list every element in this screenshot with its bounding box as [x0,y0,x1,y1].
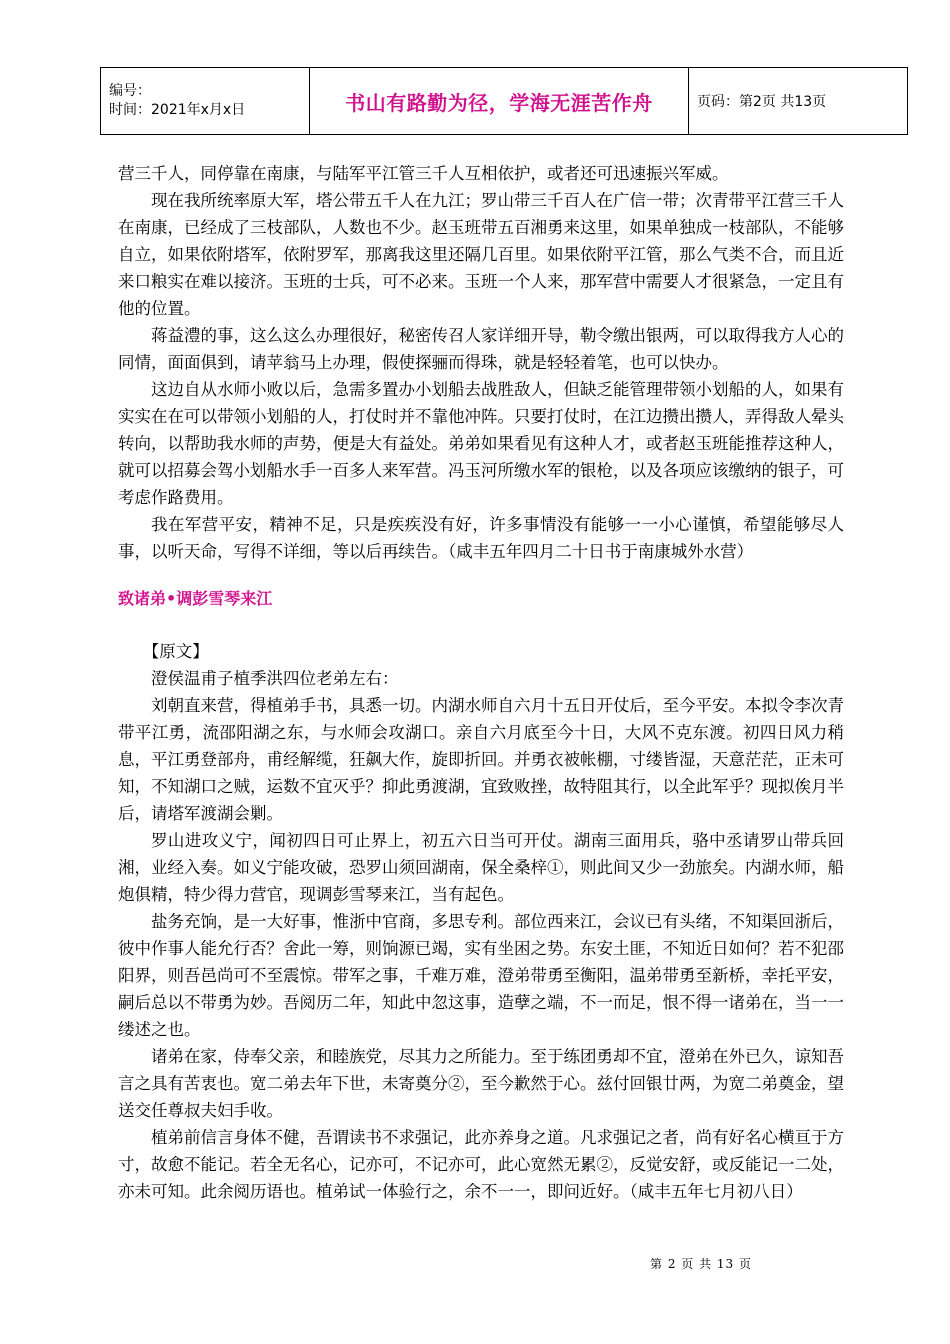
letter2-paragraph: 盐务充饷，是一大好事，惟浙中官商，多思专利。部位西来江，会议已有头绪，不知渠回浙后，彼中作事人能允行否？舍此一筹，则饷源已竭，实有坐困之势。东安土匪，不知近日如何？若不犯邵阳界，则吾邑尚可不至震惊。带军之事，千难万难，澄弟带勇至衡阳，温弟带勇至新桥，幸托平安，嗣后总以不带勇为妙。吾阅历二年，知此中忽这事，造孽之端，不一而足，恨不得一诸弟在，当一一缕述之也。 [118,912,844,1039]
header-page-label: 页码：第2页 共13页 [689,68,908,135]
header-motto: 书山有路勤为径，学海无涯苦作舟 [310,68,689,135]
document-number-label: 编号： [109,83,151,99]
section-title: 致诸弟•调彭雪琴来江 [118,589,273,608]
header-table [100,67,908,135]
letter1-paragraph: 现在我所统率原大军，塔公带五千人在九江；罗山带三千百人在广信一带；次青带平江营三千人在南康，已经成了三枝部队，人数也不少。赵玉班带五百湘勇来这里，如果单独成一枝部队，不能够自立，如果依附塔军，依附罗军，那离我这里还隔几百里。如果依附平江管，那么气类不合，而且近来口粮实在难以接济。玉班的士兵，可不必来。玉班一个人来，那军营中需要人才很紧急，一定且有他的位置。 [118,191,844,318]
page-footer: 第 2 页 共 13 页 [650,1257,752,1271]
letter1-paragraph: 这边自从水师小败以后，急需多置办小划船去战胜敌人，但缺乏能管理带领小划船的人，如果有实实在在可以带领小划船的人，打仗时并不靠他冲阵。只要打仗时，在江边攒出攒人，弄得敌人晕头转向，以帮助我水师的声势，便是大有益处。弟弟如果看见有这种人才，或者赵玉班能推荐这种人，就可以招募会驾小划船水手一百多人来军营。冯玉河所缴水军的银枪，以及各项应该缴纳的银子，可考虑作路费用。 [118,380,844,507]
document-time-label: 时间：2021年x月x日 [109,102,246,118]
original-text-label: 【原文】 [142,642,209,661]
letter1-paragraph: 我在军营平安，精神不足，只是疾疾没有好，许多事情没有能够一一小心谨慎，希望能够尽人事，以听天命，写得不详细，等以后再续告。（咸丰五年四月二十日书于南康城外水营） [118,515,844,561]
letter2-paragraph: 罗山进攻义宁，闻初四日可止界上，初五六日当可开仗。湖南三面用兵，骆中丞请罗山带兵回湘，业经入奏。如义宁能攻破，恐罗山须回湖南，保全桑梓①，则此间又少一劲旅矣。内湖水师，船炮俱精，特少得力营官，现调彭雪琴来江，当有起色。 [118,831,844,904]
document-body [118,160,844,1205]
letter2-paragraph: 诸弟在家，侍奉父亲，和睦族党，尽其力之所能力。至于练团勇却不宜，澄弟在外已久，谅知吾言之具有苦衷也。宽二弟去年下世，未寄奠分②，至今歉然于心。兹付回银廿两，为宽二弟奠金，望送交任尊叔夫妇手收。 [118,1047,844,1120]
letter2-paragraph: 植弟前信言身体不健，吾谓读书不求强记，此亦养身之道。凡求强记之者，尚有好名心横亘于方寸，故愈不能记。若全无名心，记亦可，不记亦可，此心宽然无累②，反觉安舒，或反能记一二处，亦未可知。此余阅历语也。植弟试一体验行之，余不一一，即问近好。（咸丰五年七月初八日） [118,1128,844,1201]
header-meta-cell [101,68,310,135]
letter1-paragraph-continued: 营三千人，同停靠在南康，与陆军平江管三千人互相依护，或者还可迅速振兴军威。 [118,164,729,183]
letter2-salutation: 澄侯温甫子植季洪四位老弟左右： [151,669,399,688]
letter2-paragraph: 刘朝直来营，得植弟手书，具悉一切。内湖水师自六月十五日开仗后，至今平安。本拟令李次青带平江勇，流邵阳湖之东，与水师会攻湖口。亲自六月底至今十日，大风不克东渡。初四日风力稍息，平江勇登部舟，甫经解缆，狂飙大作，旋即折回。并勇衣被帐棚，寸缕皆湿，天意茫茫，正未可知，不知湖口之贼，运数不宜灭乎？抑此勇渡湖，宜致败挫，故特阻其行，以全此军乎？现拟俟月半后，请塔军渡湖会剿。 [118,696,844,823]
letter1-paragraph: 蒋益澧的事，这么这么办理很好，秘密传召人家详细开导，勒令缴出银两，可以取得我方人心的同情，面面俱到，请苹翁马上办理，假使探骊而得珠，就是轻轻着笔，也可以快办。 [118,326,844,372]
